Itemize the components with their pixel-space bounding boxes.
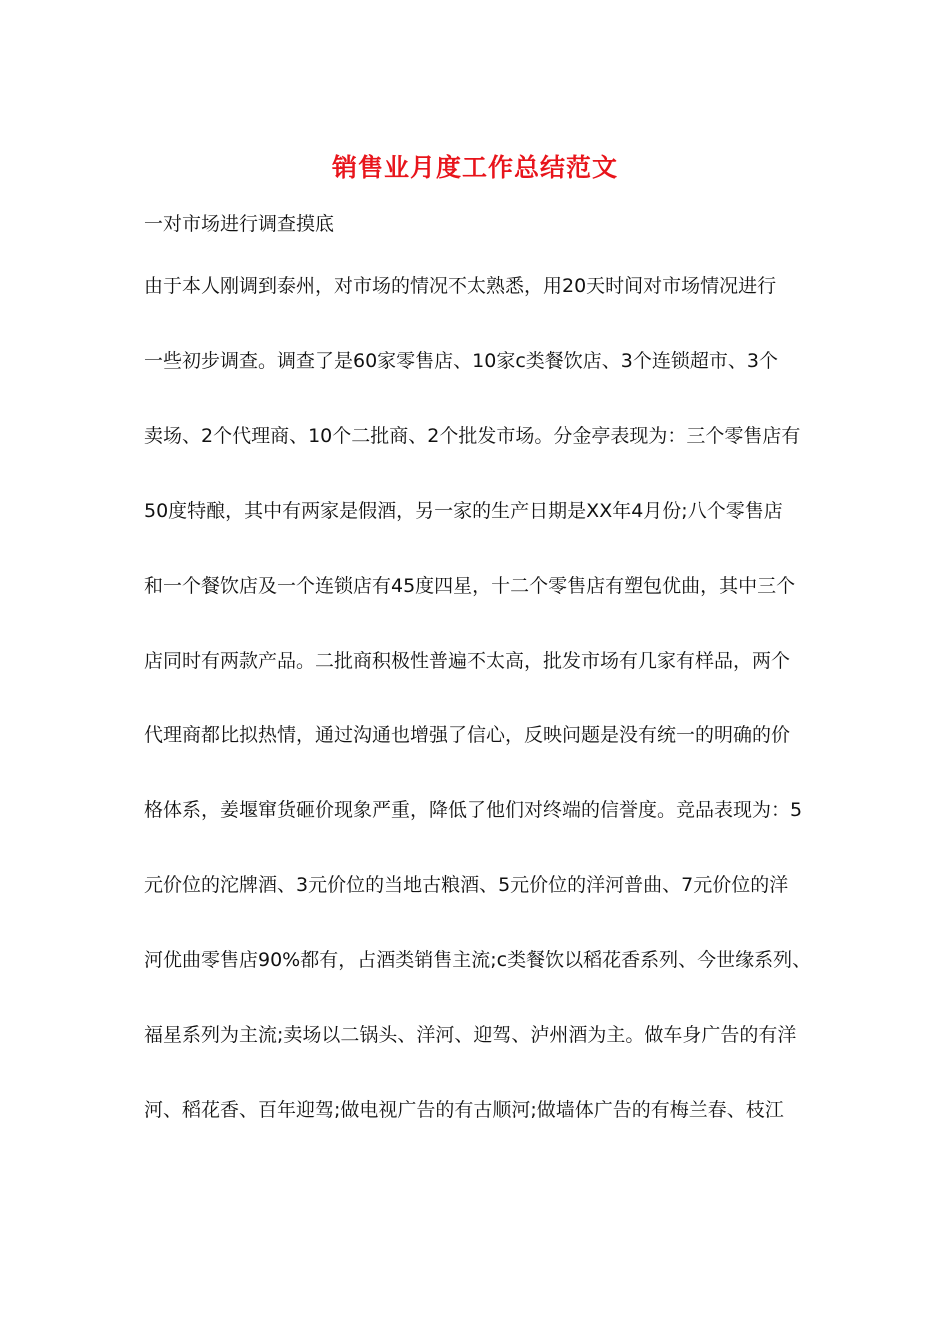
body-line: 由于本人刚调到泰州，对市场的情况不太熟悉，用20天时间对市场情况进行 [144,275,777,297]
body-line: 代理商都比拟热情，通过沟通也增强了信心，反映问题是没有统一的明确的价 [144,724,791,746]
document-title: 销售业月度工作总结范文 [331,153,618,182]
body-line: 格体系，姜堰窜货砸价现象严重，降低了他们对终端的信誉度。竞品表现为：5 [144,799,803,821]
body-line: 一些初步调查。调查了是60家零售店、10家c类餐饮店、3个连锁超市、3个 [144,350,778,372]
body-line: 卖场、2个代理商、10个二批商、2个批发市场。分金亭表现为：三个零售店有 [144,425,801,447]
body-line: 福星系列为主流;卖场以二锅头、洋河、迎驾、泸州酒为主。做车身广告的有洋 [144,1024,797,1046]
body-line: 河、稻花香、百年迎驾;做电视广告的有古顺河;做墙体广告的有梅兰春、枝江 [144,1099,784,1121]
section-heading: 一对市场进行调查摸底 [144,213,335,235]
body-line: 元价位的沱牌酒、3元价位的当地古粮酒、5元价位的洋河普曲、7元价位的洋 [144,874,789,896]
body-line: 店同时有两款产品。二批商积极性普遍不太高，批发市场有几家有样品，两个 [144,650,791,672]
body-line: 和一个餐饮店及一个连锁店有45度四星，十二个零售店有塑包优曲，其中三个 [144,575,796,597]
body-line: 河优曲零售店90%都有，占酒类销售主流;c类餐饮以稻花香系列、今世缘系列、 [144,949,812,971]
body-line: 50度特酿，其中有两家是假酒，另一家的生产日期是XX年4月份;八个零售店 [144,500,783,522]
